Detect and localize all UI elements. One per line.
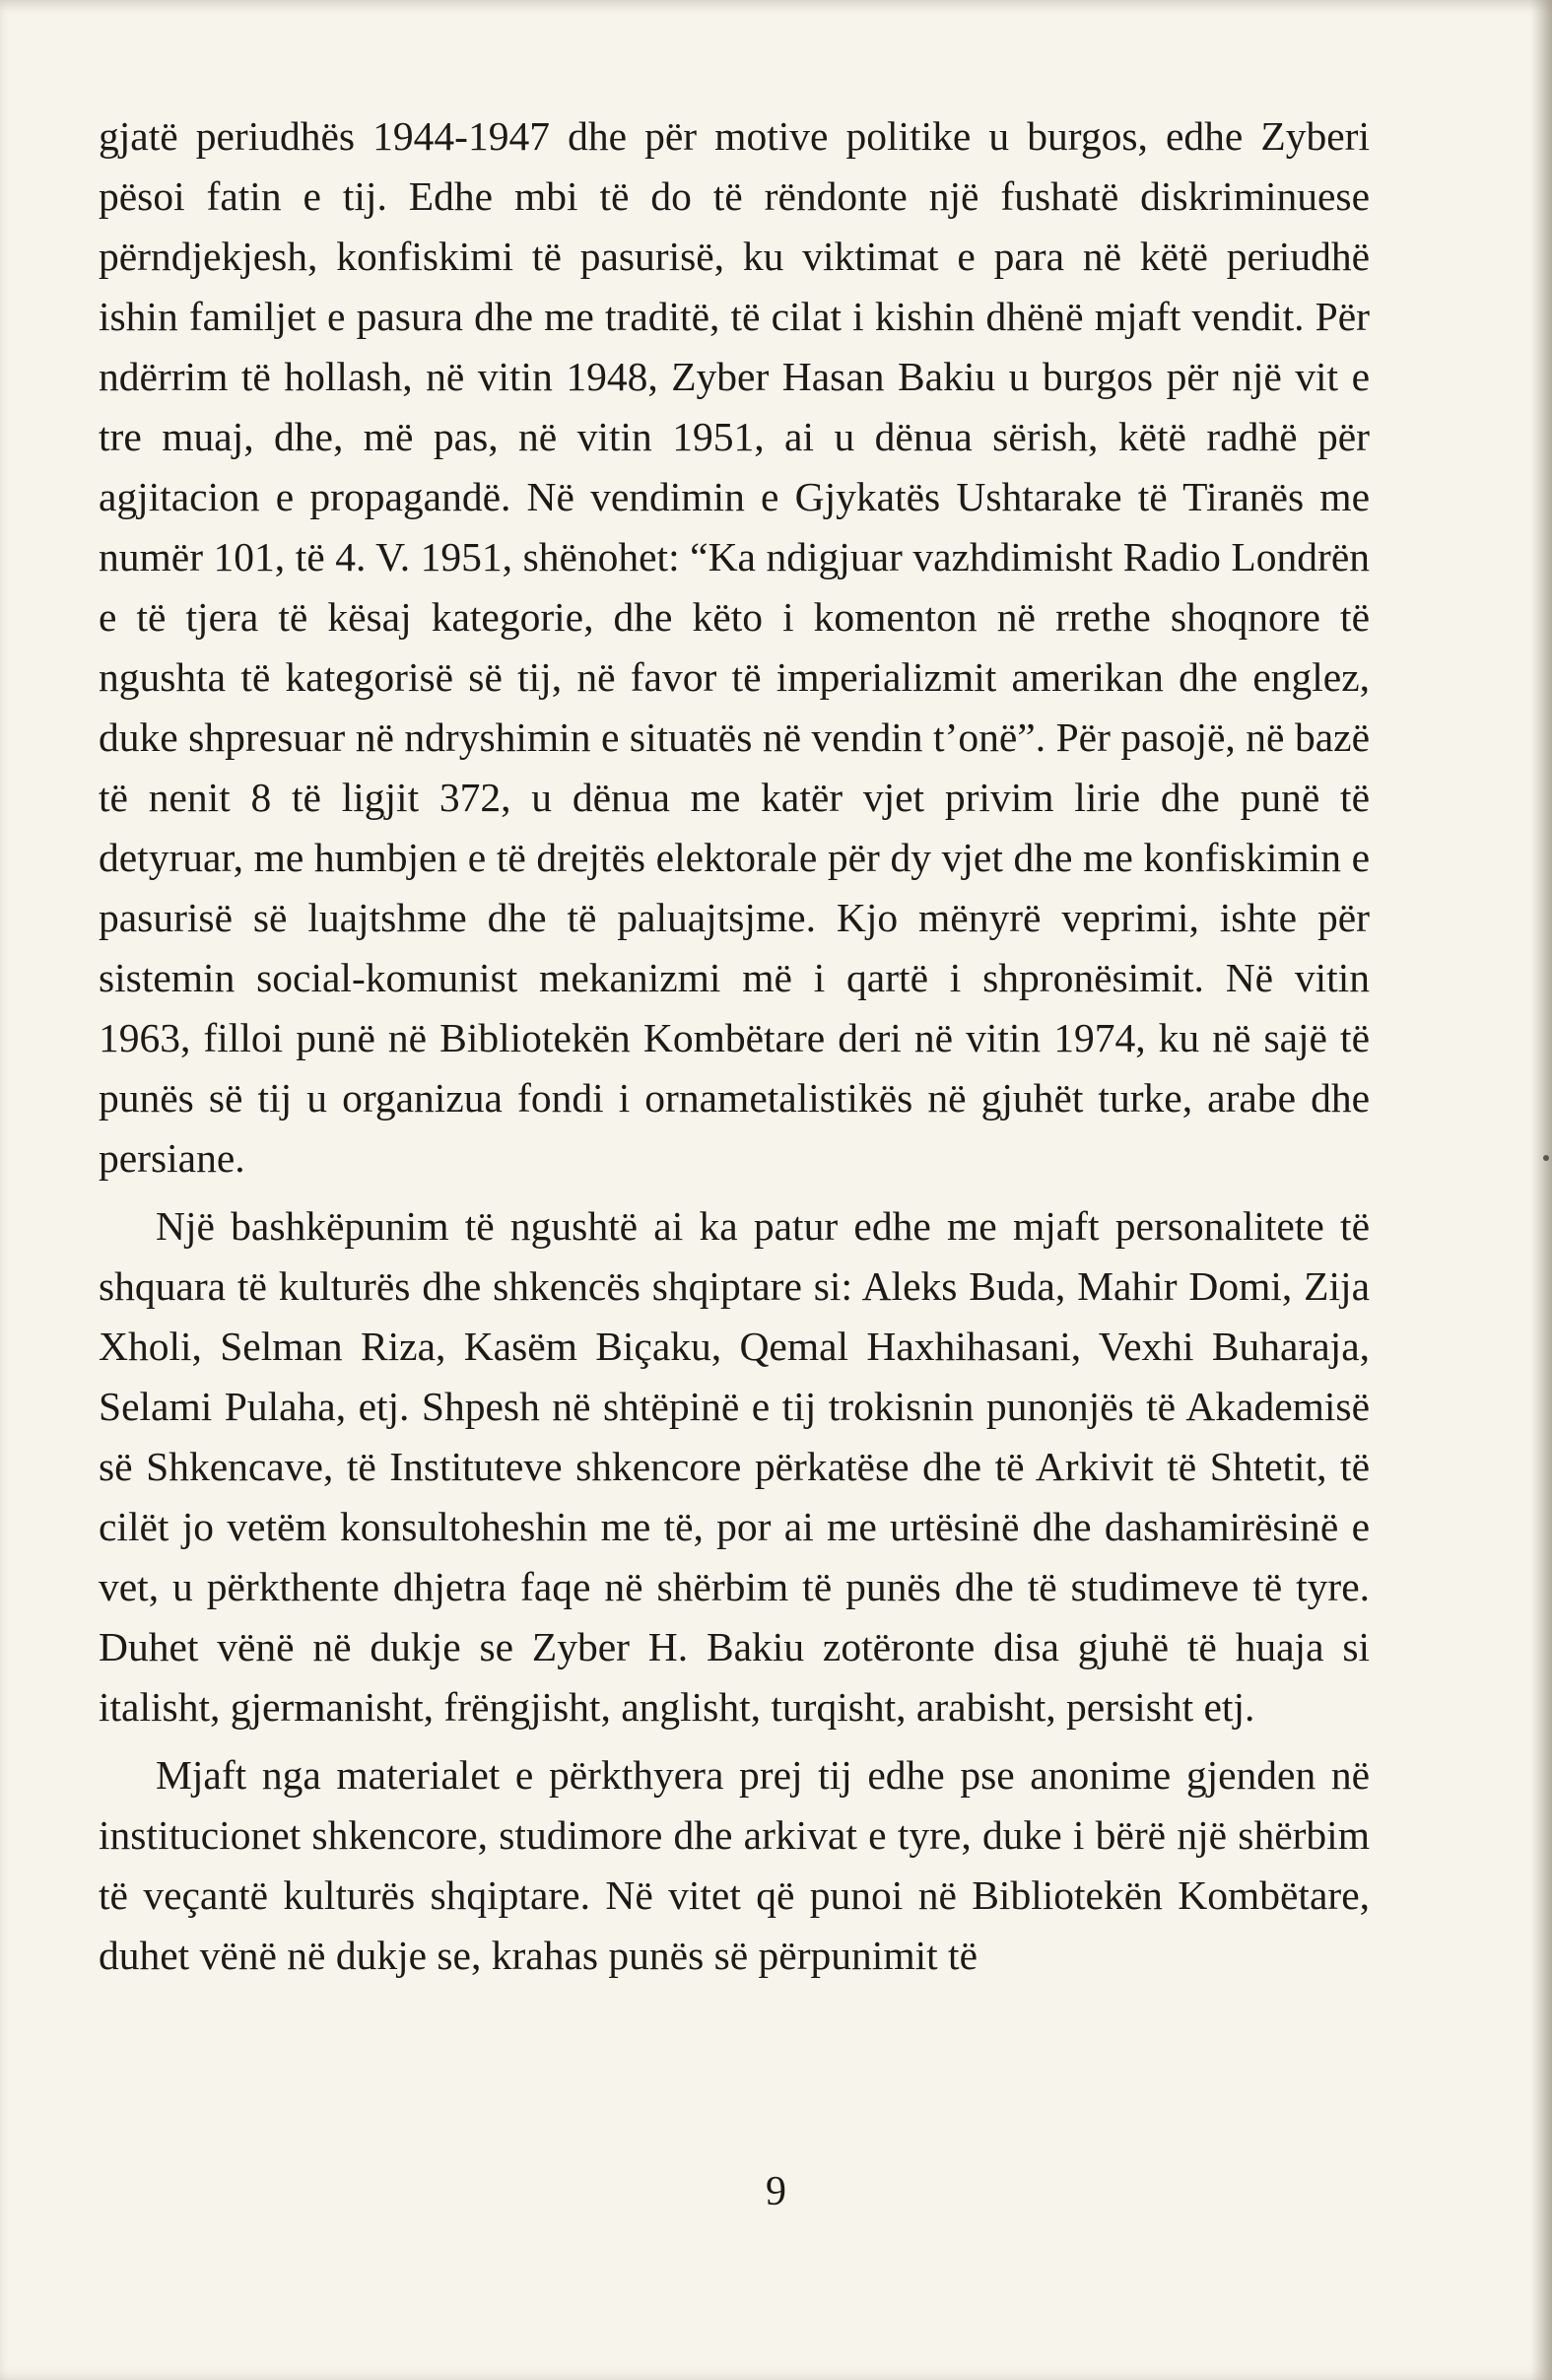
paragraph-2: Një bashkëpunim të ngushtë ai ka patur edhe me mjaft personalitete të shquara të kulturës dhe shkencës shqiptare si: Aleks Buda, Mahir Domi, Zija Xholi, Selman Riza, Kasëm Biçaku, Qemal Haxhihasani, Vexhi Buharaja, Selami Pulaha, etj. Shpesh në shtëpinë e tij trokisnin punonjës të Akademisë së Shkencave, të Instituteve shkencore përkatëse dhe të Arkivit të Shtetit, të cilët jo vetëm konsultoheshin me të, por ai me urtësinë dhe dashamirësinë e vet, u përkthente dhjetra faqe në shërbim të punës dhe të studimeve të tyre. Duhet vënë në dukje se Zyber H. Bakiu zotëronte disa gjuhë të huaja si italisht, gjermanisht, frëngjisht, anglisht, turqisht, arabisht, persisht etj. <box>99 1203 1370 1730</box>
margin-speck <box>1543 1155 1549 1161</box>
body-text <box>99 106 1370 1994</box>
page-edge-shadow <box>1530 0 1552 2380</box>
page-number: 9 <box>766 2169 786 2214</box>
paragraph-1: gjatë periudhës 1944-1947 dhe për motive politike u burgos, edhe Zyberi pësoi fatin e tij. Edhe mbi të do të rëndonte një fushatë diskriminuese përndjekjesh, konfiskimi të pasurisë, ku viktimat e para në këtë periudhë ishin familjet e pasura dhe me traditë, të cilat i kishin dhënë mjaft vendit. Për ndërrim të hollash, në vitin 1948, Zyber Hasan Bakiu u burgos për një vit e tre muaj, dhe, më pas, në vitin 1951, ai u dënua sërish, këtë radhë për agjitacion e propagandë. Në vendimin e Gjykatës Ushtarake të Tiranës me numër 101, të 4. V. 1951, shënohet: “Ka ndigjuar vazhdimisht Radio Londrën e të tjera të kësaj kategorie, dhe këto i komenton në rrethe shoqnore të ngushta të kategorisë së tij, në favor të imperializmit amerikan dhe englez, duke shpresuar në ndryshimin e situatës në vendin t’onë”. Për pasojë, në bazë të nenit 8 të ligjit 372, u dënua me katër vjet privim lirie dhe punë të detyruar, me humbjen e të drejtës elektorale për dy vjet dhe me konfiskimin e pasurisë së luajtshme dhe të paluajtsjme. Kjo mënyrë veprimi, ishte për sistemin social-komunist mekanizmi më i qartë i shpronësimit. Në vitin 1963, filloi punë në Bibliotekën Kombëtare deri në vitin 1974, ku në sajë të punës së tij u organizua fondi i ornametalistikës në gjuhët turke, arabe dhe persiane. <box>99 113 1370 1181</box>
paragraph-3: Mjaft nga materialet e përkthyera prej tij edhe pse anonime gjenden në institucionet shkencore, studimore dhe arkivat e tyre, duke i bërë një shërbim të veçantë kulturës shqiptare. Në vitet që punoi në Bibliotekën Kombëtare, duhet vënë në dukje se, krahas punës së përpunimit të <box>99 1752 1370 1978</box>
